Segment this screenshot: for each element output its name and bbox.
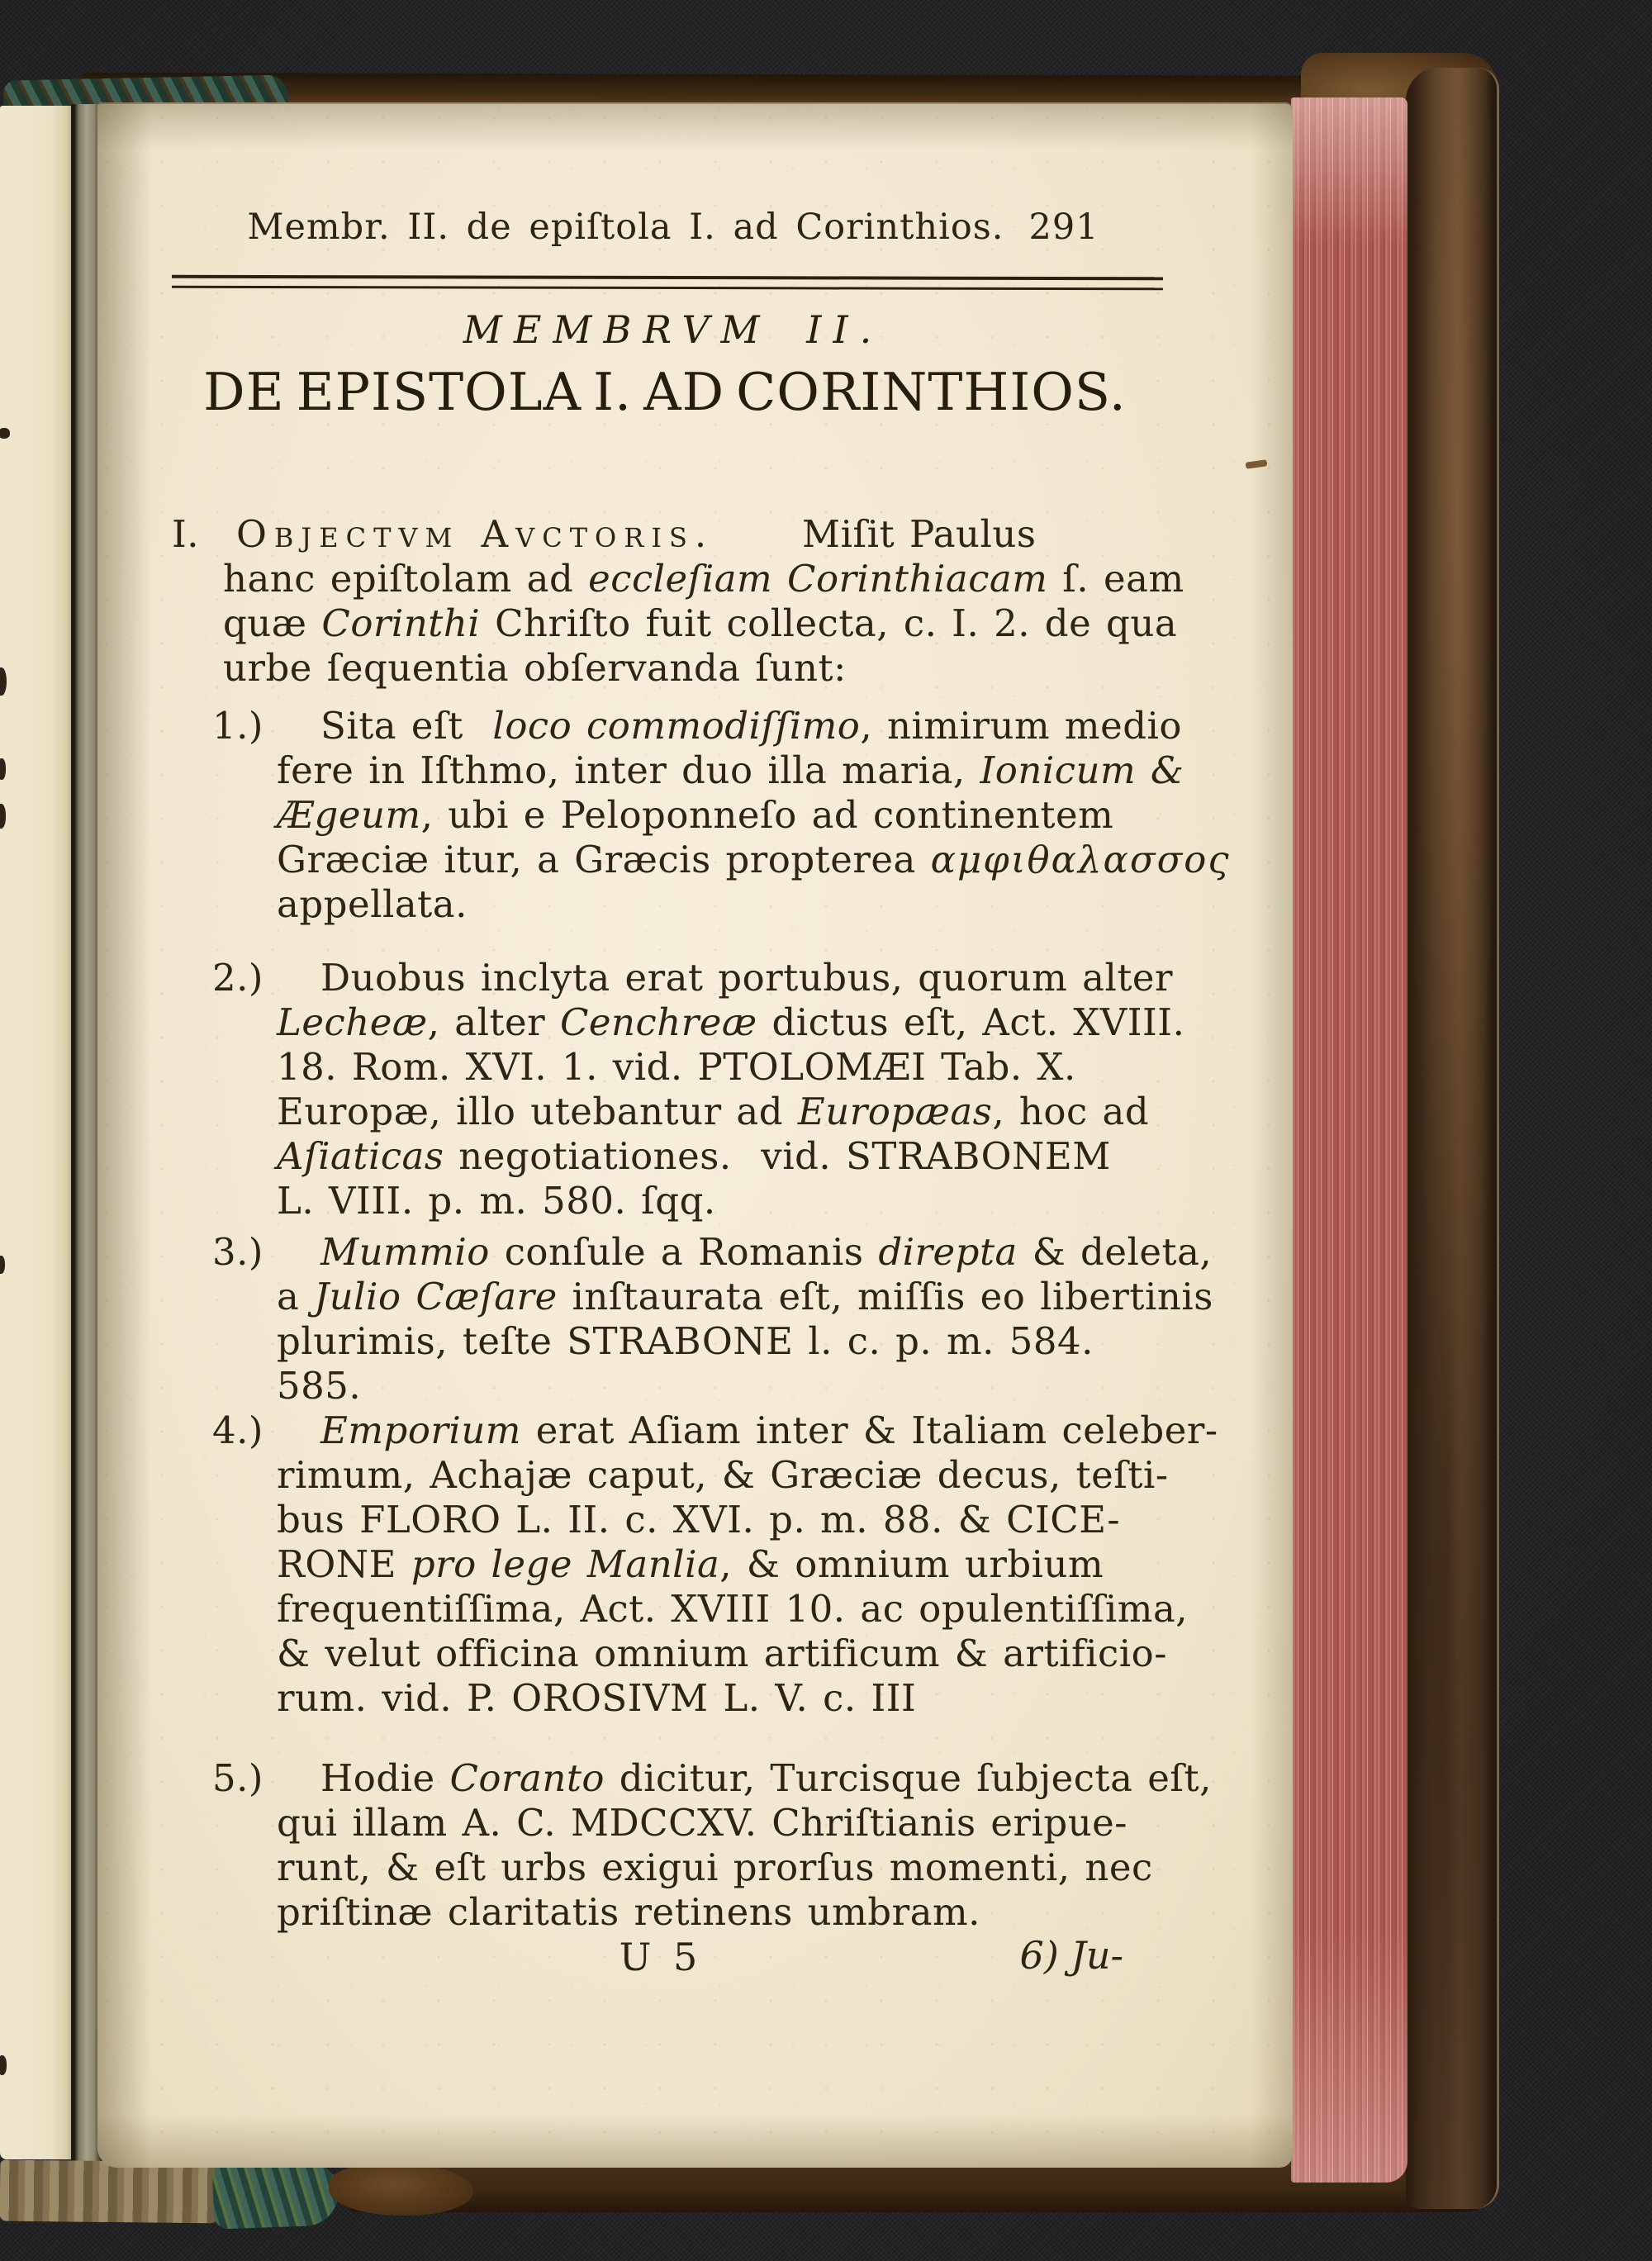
left-page-print-fragment <box>0 804 6 829</box>
text-line: rum. vid. P. OROSIVM L. V. c. III <box>277 1676 917 1720</box>
left-page-print-fragment <box>0 667 7 696</box>
text-line: urbe ſequentia obſervanda ſunt: <box>223 646 847 690</box>
catchword: 6) Ju- <box>1019 1933 1123 1978</box>
gutter-shadow <box>71 104 101 2161</box>
left-page-print-fragment <box>0 758 6 780</box>
text-line: Aſiaticas negotiationes. vid. STRABONEM <box>277 1134 1111 1178</box>
text-line: 585. <box>277 1364 362 1408</box>
text-line: appellata. <box>277 882 468 926</box>
text-line: 5.) Hodie Coranto dicitur, Turcisque ſubjecta eſt, <box>212 1756 1212 1800</box>
endband-tuft <box>212 2162 340 2229</box>
text-line: Europæ, illo utebantur ad Europæas, hoc ad <box>277 1090 1150 1133</box>
text-line: plurimis, teſte STRABONE l. c. p. m. 584. <box>277 1319 1094 1363</box>
red-fore-edge <box>1291 97 1408 2183</box>
text-line: I. Objectvm Avctoris. Miſit Paulus <box>172 512 1037 556</box>
running-head <box>140 207 1206 248</box>
text-line: 4.) Emporium erat Aſiam inter & Italiam celeber- <box>212 1408 1218 1452</box>
text-line: 1.) Sita eſt loco commodiſſimo, nimirum medio <box>212 704 1183 748</box>
text-line: RONE pro lege Manlia, & omnium urbium <box>277 1542 1104 1586</box>
left-page-print-fragment <box>0 428 10 439</box>
text-line: priſtinæ claritatis retinens umbram. <box>277 1890 980 1934</box>
signature-mark: U 5 <box>619 1935 703 1979</box>
paper-blemish <box>1246 459 1268 469</box>
binding-tail-band <box>0 2160 221 2224</box>
text-line: 18. Rom. XVI. 1. vid. PTOLOMÆI Tab. X. <box>277 1045 1076 1089</box>
text-line: Græciæ itur, a Græcis propterea αμφιθαλασσος <box>277 838 1231 881</box>
page-number: 291 <box>1028 207 1099 248</box>
text-line: L. VIII. p. m. 580. ſqq. <box>277 1179 716 1223</box>
text-line: rimum, Achajæ caput, & Græciæ decus, teſti- <box>277 1453 1169 1497</box>
body-text <box>172 512 1231 1935</box>
text-line: Lecheæ, alter Cenchreæ dictus eſt, Act. XVIII. <box>277 1000 1185 1044</box>
text-line: hanc epiſtolam ad eccleſiam Corinthiacam ſ. eam <box>223 557 1184 601</box>
text-line: quæ Corinthi Chriſto fuit collecta, c. I. 2. de qua <box>223 601 1178 645</box>
header-rule <box>172 275 1163 291</box>
text-line: runt, & eſt urbs exigui prorſus momenti, nec <box>277 1845 1153 1889</box>
text-line: 3.) Mummio conſule a Romanis direpta & deleta, <box>212 1230 1213 1274</box>
text-line: frequentiſſima, Act. XVIII 10. ac opulentiſſima, <box>277 1587 1189 1631</box>
chapter-title: DE EPISTOLA I. AD CORINTHIOS. <box>203 362 1127 422</box>
text-line: & velut officina omnium artificum & artificio- <box>277 1632 1167 1675</box>
text-line: Ægeum, ubi e Peloponneſo ad continentem <box>277 793 1114 837</box>
text-line: qui illam A. C. MDCCXV. Chriſtianis eripue- <box>277 1801 1128 1845</box>
text-line: fere in Iſthmo, inter duo illa maria, Ionicum & <box>277 748 1184 792</box>
text-line: bus FLORO L. II. c. XVI. p. m. 88. & CICE- <box>277 1498 1121 1541</box>
running-head-text: Membr. II. de epiſtola I. ad Corinthios. <box>247 207 1004 248</box>
left-page-print-fragment <box>0 1256 5 1274</box>
left-page-print-fragment <box>0 2055 7 2075</box>
leather-cover-edge <box>1406 68 1499 2209</box>
facing-page-sliver <box>0 106 73 2159</box>
section-heading: MEMBRVM II. <box>463 307 884 352</box>
text-line: a Julio Cæſare inſtaurata eſt, miſſis eo libertinis <box>277 1275 1213 1318</box>
text-line: 2.) Duobus inclyta erat portubus, quorum alter <box>212 956 1174 1000</box>
